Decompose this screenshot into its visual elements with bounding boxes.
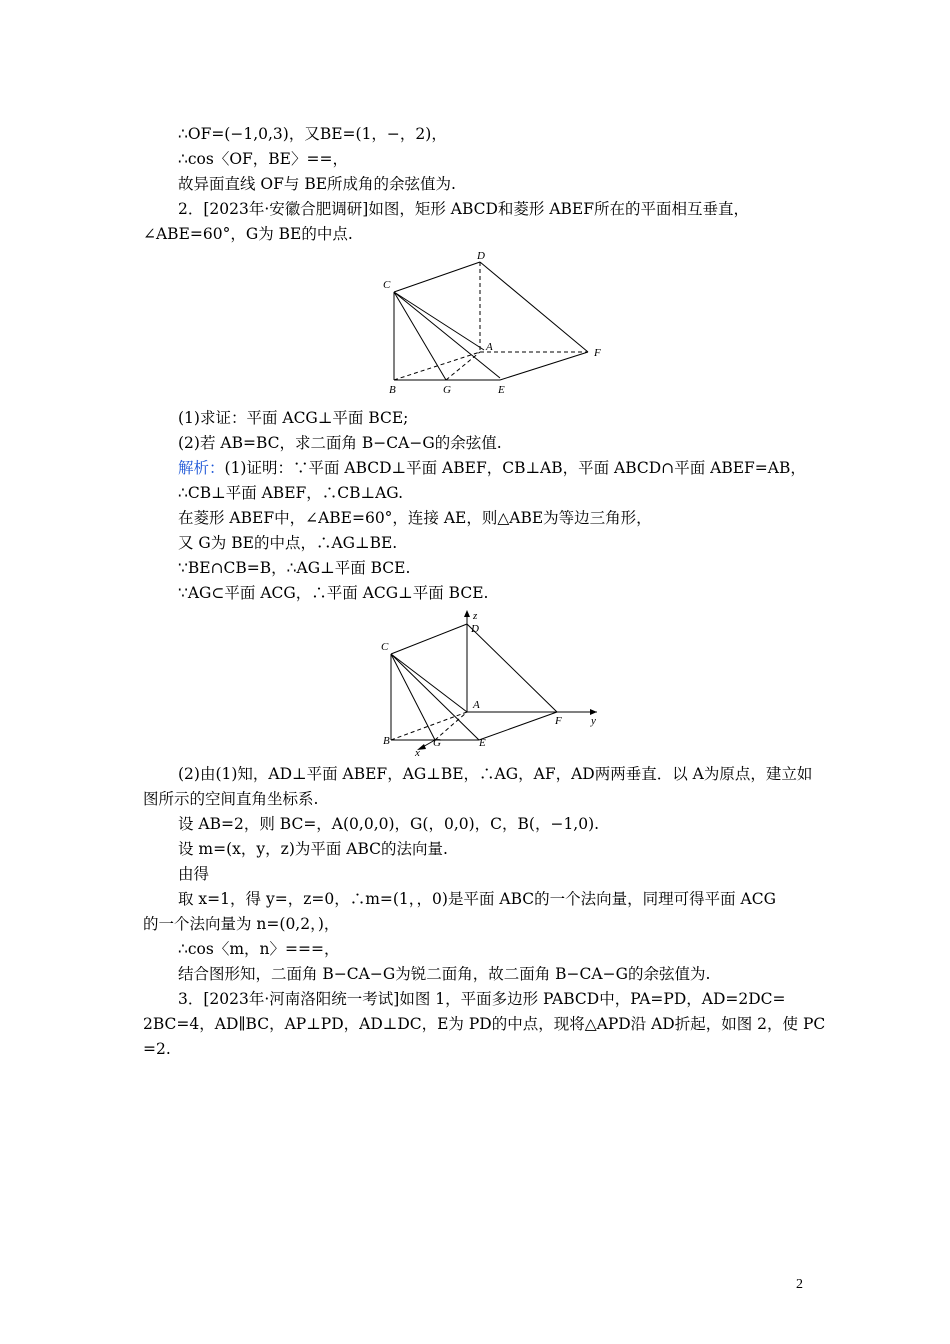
figure-1-label-d: D [477, 250, 485, 262]
figure-2-label-y: y [591, 715, 596, 727]
figure-2-label-x: x [415, 747, 420, 759]
figure-2-label-f: F [555, 715, 562, 727]
figure-2-label-e: E [479, 737, 486, 749]
figure-1-label-g: G [443, 384, 451, 396]
text-line: =2. [143, 1040, 171, 1058]
text-line: 取 x=1，得 y=，z=0，∴m=(1，，0)是平面 ABC的一个法向量，同理可得平面 ACG [178, 890, 776, 908]
text-line: 设 AB=2，则 BC=，A(0,0,0)，G(，0,0)，C，B(，−1,0). [178, 815, 600, 833]
text-line: ∵AG⊂平面 ACG，∴平面 ACG⊥平面 BCE. [178, 584, 489, 602]
figure-2-label-g: G [433, 737, 441, 749]
text-line: 的一个法向量为 n=(0,2，)， [143, 915, 340, 933]
text-line: (1)求证：平面 ACG⊥平面 BCE; [178, 409, 409, 427]
figure-2-label-b: B [383, 735, 390, 747]
text-line [178, 458, 848, 478]
page-number: 2 [796, 1277, 803, 1292]
solution-text: (1)证明：∵平面 ABCD⊥平面 ABEF，CB⊥AB，平面 ABCD∩平面 ABEF=AB， [224, 459, 806, 477]
figure-1-label-b: B [389, 384, 396, 396]
solution-label: 解析： [178, 459, 225, 477]
text-line: (2)若 AB=BC，求二面角 B−CA−G的余弦值. [178, 434, 502, 452]
figure-1 [380, 250, 610, 400]
text-line: 3．[2023年·河南洛阳统一考试]如图 1，平面多边形 PABCD中，PA=PD，AD=2DC= [178, 990, 786, 1008]
figure-1-label-f: F [594, 347, 601, 359]
text-line: 由得 [178, 865, 210, 883]
figure-1-label-e: E [498, 384, 505, 396]
text-line: 图所示的空间直角坐标系. [143, 790, 319, 808]
text-line: ∴cos〈OF，BE〉==， [178, 150, 348, 168]
text-line: 2．[2023年·安徽合肥调研]如图，矩形 ABCD和菱形 ABEF所在的平面相互垂直， [178, 200, 749, 218]
text-line: 结合图形知，二面角 B−CA−G为锐二面角，故二面角 B−CA−G的余弦值为. [178, 965, 711, 983]
figure-2-coordinate-diagram [375, 610, 615, 760]
figure-2-label-d: D [471, 623, 479, 635]
text-line: 在菱形 ABEF中，∠ABE=60°，连接 AE，则△ABE为等边三角形， [178, 509, 652, 527]
text-line: 设 m=(x，y，z)为平面 ABC的法向量. [178, 840, 448, 858]
text-line: 故异面直线 OF与 BE所成角的余弦值为. [178, 175, 456, 193]
figure-2-label-c: C [381, 641, 389, 653]
text-line: 又 G为 BE的中点，∴AG⊥BE. [178, 534, 398, 552]
figure-2-label-z: z [473, 610, 478, 622]
text-line: ∵BE∩CB=B，∴AG⊥平面 BCE. [178, 559, 411, 577]
text-line: ∠ABE=60°，G为 BE的中点. [143, 225, 353, 243]
figure-2-label-a: A [473, 699, 480, 711]
text-line: (2)由(1)知，AD⊥平面 ABEF，AG⊥BE，∴AG，AF，AD两两垂直．以 A为原点，建立如 [178, 765, 813, 783]
text-line: 2BC=4，AD∥BC，AP⊥PD，AD⊥DC，E为 PD的中点，现将△APD沿 AD折起，如图 2，使 PC [143, 1015, 826, 1033]
text-line: ∴CB⊥平面 ABEF，∴CB⊥AG. [178, 484, 404, 502]
figure-1-label-a: A [486, 341, 493, 353]
figure-1-label-c: C [383, 279, 391, 291]
text-line: ∴OF=(−1,0,3)，又BE=(1，−，2)， [178, 125, 447, 143]
text-line: ∴cos〈m，n〉===， [178, 940, 340, 958]
